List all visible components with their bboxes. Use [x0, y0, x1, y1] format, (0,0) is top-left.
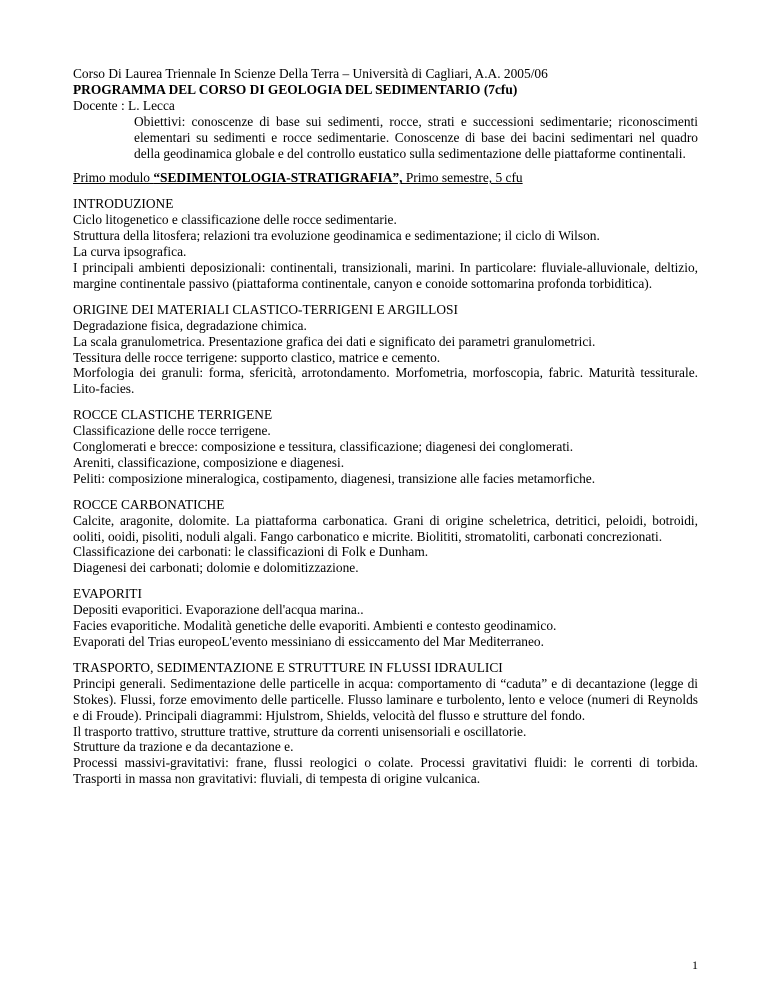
teacher-line: Docente : L. Lecca — [73, 97, 175, 113]
objectives-block — [73, 114, 698, 162]
section-rocce-carbonatiche — [73, 497, 698, 577]
section-paragraph: Calcite, aragonite, dolomite. La piattaforma carbonatica. Grani di origine scheletrica, detritici, peloidi, botroidi, ooliti, ooidi, pisoliti, noduli algali. Fango carbonatico e micrite. Biolititi, stromatoliti, carbonati concrezionati. — [73, 512, 698, 544]
section-paragraph: Principi generali. Sedimentazione delle particelle in acqua: comportamento di “caduta” e di decantazione (legge di Stokes). Flussi, forze emovimento delle particelle. Flusso laminare e turbolento, lento e veloce (numeri di Reynolds e di Froude). Principali diagrammi: Hjulstrom, Shields, velocità del flusso e strutture del fondo. — [73, 675, 698, 723]
section-paragraph: Facies evaporitiche. Modalità genetiche delle evaporiti. Ambienti e contesto geodinamico. — [73, 618, 557, 634]
section-paragraph: Degradazione fisica, degradazione chimica. — [73, 317, 307, 333]
program-title: PROGRAMMA DEL CORSO DI GEOLOGIA DEL SEDIMENTARIO (7cfu) — [73, 81, 518, 97]
page-number: 1 — [692, 958, 698, 972]
objectives-text: conoscenze di base sui sedimenti, rocce, strati e successioni sedimentarie; riconoscimenti elementari su sedimenti e rocce sedimentarie. Conoscenze di base dei bacini sedimentari nel quadro della geodinamica globale e del controllo eustatico sulla sedimentazione delle piattaforme continentali. — [134, 113, 698, 161]
objectives-label: Obiettivi: — [134, 113, 186, 129]
section-paragraph: Il trasporto trattivo, strutture trattive, strutture da correnti unisensoriali e oscillatorie. — [73, 723, 527, 739]
section-heading: ROCCE CARBONATICHE — [73, 496, 225, 512]
section-paragraph: Struttura della litosfera; relazioni tra evoluzione geodinamica e sedimentazione; il ciclo di Wilson. — [73, 228, 600, 244]
section-heading: ROCCE CLASTICHE TERRIGENE — [73, 407, 273, 423]
section-heading: TRASPORTO, SEDIMENTAZIONE E STRUTTURE IN FLUSSI IDRAULICI — [73, 659, 503, 675]
section-evaporiti — [73, 586, 698, 650]
section-paragraph: Diagenesi dei carbonati; dolomie e dolomitizzazione. — [73, 560, 359, 576]
section-paragraph: Tessitura delle rocce terrigene: supporto clastico, matrice e cemento. — [73, 349, 441, 365]
section-heading: EVAPORITI — [73, 586, 142, 602]
section-paragraph: Areniti, classificazione, composizione e diagenesi. — [73, 454, 345, 470]
section-paragraph: La curva ipsografica. — [73, 244, 187, 260]
course-line: Corso Di Laurea Triennale In Scienze Della Terra – Università di Cagliari, A.A. 2005/06 — [73, 66, 548, 81]
section-trasporto — [73, 660, 698, 787]
section-rocce-clastiche — [73, 407, 698, 487]
section-paragraph: Peliti: composizione mineralogica, costipamento, diagenesi, transizione alle facies metamorfiche. — [73, 470, 596, 486]
section-paragraph: I principali ambienti deposizionali: continentali, transizionali, marini. In particolare: fluviale-alluvionale, deltizio, margine continentale passivo (piattaforma continentale, canyon e conoide sottomarina profonda torbiditica). — [73, 259, 698, 291]
section-paragraph: Classificazione delle rocce terrigene. — [73, 423, 271, 439]
section-paragraph: Conglomerati e brecce: composizione e tessitura, classificazione; diagenesi dei conglomerati. — [73, 439, 574, 455]
section-heading: ORIGINE DEI MATERIALI CLASTICO-TERRIGENI E ARGILLOSI — [73, 301, 458, 317]
section-paragraph: Evaporati del Trias europeoL'evento messiniano di essiccamento del Mar Mediterraneo. — [73, 634, 544, 649]
section-paragraph: Morfologia dei granuli: forma, sfericità, arrotondamento. Morfometria, morfoscopia, fabric. Maturità tessiturale. Lito-facies. — [73, 365, 698, 397]
document-page — [73, 66, 698, 787]
module-suffix: Primo semestre, 5 cfu — [402, 170, 523, 186]
module-name: “SEDIMENTOLOGIA-STRATIGRAFIA”, — [153, 170, 403, 186]
section-paragraph: La scala granulometrica. Presentazione grafica dei dati e significato dei parametri granulometrici. — [73, 333, 596, 349]
module-prefix: Primo modulo — [73, 170, 154, 186]
section-introduzione — [73, 196, 698, 291]
section-paragraph: Depositi evaporitici. Evaporazione dell'acqua marina.. — [73, 602, 364, 618]
section-heading: INTRODUZIONE — [73, 196, 174, 212]
section-origine-materiali — [73, 302, 698, 397]
section-paragraph: Processi massivi-gravitativi: frane, flussi reologici o colate. Processi gravitativi fluidi: le correnti di torbida. Trasporti in massa non gravitativi: fluviali, di tempesta di origine vulcanica. — [73, 755, 698, 787]
section-paragraph: Strutture da trazione e da decantazione e. — [73, 739, 294, 755]
section-paragraph: Ciclo litogenetico e classificazione delle rocce sedimentarie. — [73, 212, 397, 228]
module-heading — [73, 170, 698, 186]
section-paragraph: Classificazione dei carbonati: le classificazioni di Folk e Dunham. — [73, 544, 429, 560]
